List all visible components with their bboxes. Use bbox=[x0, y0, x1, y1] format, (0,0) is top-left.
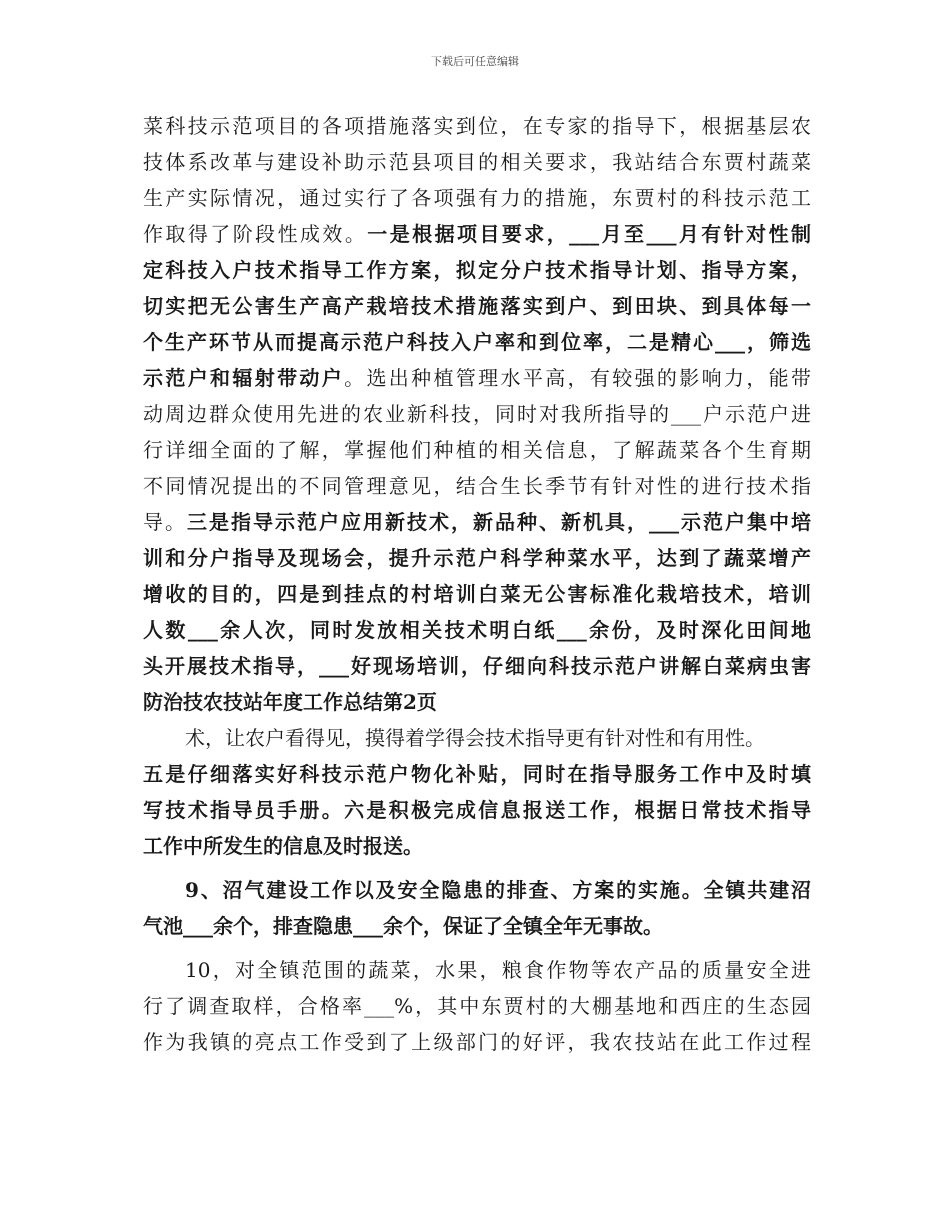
page-header: 下载后可任意编辑 bbox=[431, 55, 519, 68]
bold-text-segment: 头开展技术指导，___好现场培训，仔细向科技示范户讲解白菜病虫害 bbox=[143, 654, 811, 678]
text-line bbox=[143, 576, 811, 612]
text-line bbox=[143, 108, 811, 144]
text-segment: 术，让农户看得见，摸得着学得会技术指导更有针对性和有用性。 bbox=[185, 726, 765, 750]
bold-text-segment: 人数___余人次，同时发放相关技术明白纸___余份，及时深化田间地 bbox=[143, 618, 811, 642]
text-segment: 10，对全镇范围的蔬菜，水果，粮食作物等农产品的质量安全进 bbox=[185, 958, 811, 982]
text-segment: 行详细全面的了解，掌握他们种植的相关信息，了解蔬菜各个生育期 bbox=[143, 438, 811, 462]
bold-text-segment: 定科技入户技术指导工作方案，拟定分户技术指导计划、指导方案， bbox=[143, 258, 811, 282]
text-line bbox=[143, 288, 811, 324]
text-segment: 菜科技示范项目的各项措施落实到位，在专家的指导下，根据基层农 bbox=[143, 114, 811, 138]
text-line bbox=[143, 540, 811, 576]
bold-text-segment: 防治技农技站年度工作总结第2页 bbox=[143, 690, 437, 714]
text-line bbox=[143, 756, 811, 792]
text-line bbox=[143, 828, 811, 864]
text-line bbox=[143, 180, 811, 216]
text-line bbox=[143, 684, 811, 720]
bold-text-segment: 工作中所发生的信息及时报送。 bbox=[143, 834, 423, 858]
bold-text-segment: 气池___余个，排查隐患___余个，保证了全镇全年无事故。 bbox=[143, 914, 663, 938]
text-line bbox=[143, 396, 811, 432]
bold-text-segment: 增收的目的，四是到挂点的村培训白菜无公害标准化栽培技术，培训 bbox=[143, 582, 811, 606]
text-segment: 导。 bbox=[143, 510, 187, 534]
text-line bbox=[143, 504, 811, 540]
text-line bbox=[143, 468, 811, 504]
text-line bbox=[143, 612, 811, 648]
text-line bbox=[143, 252, 811, 288]
text-line bbox=[143, 872, 811, 908]
text-line bbox=[143, 216, 811, 252]
bold-text-segment: 写技术指导员手册。六是积极完成信息报送工作，根据日常技术指导 bbox=[143, 798, 811, 822]
text-line bbox=[143, 720, 811, 756]
text-line bbox=[143, 988, 811, 1024]
text-line bbox=[143, 1024, 811, 1060]
bold-text-segment: 一是根据项目要求，___月至___月有针对性制 bbox=[367, 222, 812, 246]
text-line bbox=[143, 360, 811, 396]
bold-text-segment: 训和分户指导及现场会，提升示范户科学种菜水平，达到了蔬菜增产 bbox=[143, 546, 811, 570]
text-segment: 生产实际情况，通过实行了各项强有力的措施，东贾村的科技示范工 bbox=[143, 186, 811, 210]
bold-text-segment: 9、沼气建设工作以及安全隐患的排查、方案的实施。全镇共建沼 bbox=[185, 878, 811, 902]
text-line bbox=[143, 792, 811, 828]
text-line bbox=[143, 952, 811, 988]
text-segment: 作为我镇的亮点工作受到了上级部门的好评，我农技站在此工作过程 bbox=[143, 1030, 811, 1054]
text-line bbox=[143, 908, 811, 944]
text-segment: 行了调查取样，合格率___%，其中东贾村的大棚基地和西庄的生态园 bbox=[143, 994, 811, 1018]
bold-text-segment: 三是指导示范户应用新技术，新品种、新机具，___示范户集中培 bbox=[187, 510, 811, 534]
bold-text-segment: 个生产环节从而提高示范户科技入户率和到位率，二是精心___，筛选 bbox=[143, 330, 811, 354]
text-segment: 。选出种植管理水平高，有较强的影响力，能带 bbox=[344, 366, 812, 390]
text-segment: 不同情况提出的不同管理意见，结合生长季节有针对性的进行技术指 bbox=[143, 474, 811, 498]
text-line bbox=[143, 324, 811, 360]
bold-text-segment: 示范户和辐射带动户 bbox=[143, 366, 345, 390]
text-segment: 动周边群众使用先进的农业新科技，同时对我所指导的___户示范户进 bbox=[143, 402, 811, 426]
bold-text-segment: 五是仔细落实好科技示范户物化补贴，同时在指导服务工作中及时填 bbox=[143, 762, 811, 786]
document-body bbox=[143, 108, 811, 1060]
text-line bbox=[143, 648, 811, 684]
text-line bbox=[143, 144, 811, 180]
text-segment: 作取得了阶段性成效。 bbox=[143, 222, 368, 246]
text-segment: 技体系改革与建设补助示范县项目的相关要求，我站结合东贾村蔬菜 bbox=[143, 150, 811, 174]
bold-text-segment: 切实把无公害生产高产栽培技术措施落实到户、到田块、到具体每一 bbox=[143, 294, 811, 318]
text-line bbox=[143, 432, 811, 468]
